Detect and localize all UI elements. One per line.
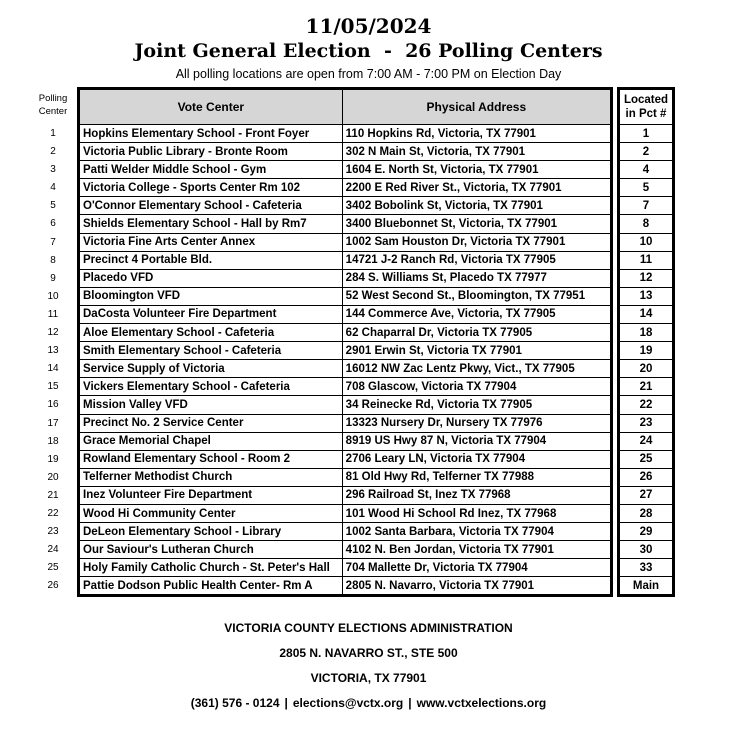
- physical-address: 4102 N. Ben Jordan, Victoria TX 77901: [342, 541, 611, 559]
- precinct-number: 27: [619, 486, 674, 504]
- precinct-row: [619, 504, 674, 522]
- vote-center-name: Victoria Public Library - Bronte Room: [79, 143, 343, 161]
- located-header-line2: in Pct #: [625, 108, 667, 120]
- precinct-number: 12: [619, 269, 674, 287]
- physical-address: 3402 Bobolink St, Victoria, TX 77901: [342, 197, 611, 215]
- physical-address: 52 West Second St., Bloomington, TX 77951: [342, 287, 611, 305]
- precinct-number: 14: [619, 305, 674, 323]
- physical-address: 81 Old Hwy Rd, Telferner TX 77988: [342, 468, 611, 486]
- precinct-table: [617, 87, 675, 597]
- precinct-row: [619, 523, 674, 541]
- vote-center-name: Our Saviour's Lutheran Church: [79, 541, 343, 559]
- located-in-pct-header: [619, 89, 674, 125]
- vote-center-name: O'Connor Elementary School - Cafeteria: [79, 197, 343, 215]
- physical-address: 8919 US Hwy 87 N, Victoria TX 77904: [342, 432, 611, 450]
- table-row: [79, 287, 612, 305]
- vote-center-name: Precinct No. 2 Service Center: [79, 414, 343, 432]
- physical-address: 62 Chaparral Dr, Victoria TX 77905: [342, 324, 611, 342]
- precinct-number: 26: [619, 468, 674, 486]
- precinct-row: [619, 342, 674, 360]
- physical-address: 708 Glascow, Victoria TX 77904: [342, 378, 611, 396]
- table-row: [79, 305, 612, 323]
- polling-center-number: 26: [47, 580, 59, 592]
- polling-center-number: 5: [50, 200, 56, 212]
- table-row: [79, 324, 612, 342]
- physical-address: 2901 Erwin St, Victoria TX 77901: [342, 342, 611, 360]
- physical-address: 704 Mallette Dr, Victoria TX 77904: [342, 559, 611, 577]
- precinct-row: [619, 269, 674, 287]
- physical-address: 14721 J-2 Ranch Rd, Victoria TX 77905: [342, 251, 611, 269]
- vote-center-name: DeLeon Elementary School - Library: [79, 523, 343, 541]
- polling-center-number: 14: [47, 363, 59, 375]
- footer-separator: |: [408, 696, 412, 710]
- polling-center-header-line2: Center: [38, 106, 68, 117]
- precinct-row: [619, 486, 674, 504]
- polling-center-number: 25: [47, 562, 59, 574]
- precinct-row: [619, 360, 674, 378]
- footer-phone: (361) 576 - 0124: [190, 696, 280, 710]
- physical-address: 144 Commerce Ave, Victoria, TX 77905: [342, 305, 611, 323]
- footer-street: 2805 N. NAVARRO ST., STE 500: [279, 646, 458, 660]
- precinct-row: [619, 414, 674, 432]
- footer-separator: |: [284, 696, 288, 710]
- vote-center-name: Shields Elementary School - Hall by Rm7: [79, 215, 343, 233]
- vote-center-name: Vickers Elementary School - Cafeteria: [79, 378, 343, 396]
- precinct-number: 20: [619, 360, 674, 378]
- precinct-number: 33: [619, 559, 674, 577]
- table-row: [79, 486, 612, 504]
- table-row: [79, 577, 612, 596]
- footer-contact: [0, 696, 737, 710]
- physical-address-header: Physical Address: [342, 89, 611, 125]
- precinct-row: [619, 559, 674, 577]
- polling-center-number: 17: [47, 417, 59, 429]
- precinct-row: [619, 305, 674, 323]
- vote-center-name: Hopkins Elementary School - Front Foyer: [79, 125, 343, 143]
- precinct-number: 29: [619, 523, 674, 541]
- precinct-number: 10: [619, 233, 674, 251]
- table-row: [79, 378, 612, 396]
- precinct-row: [619, 161, 674, 179]
- precinct-row: [619, 179, 674, 197]
- physical-address: 296 Railroad St, Inez TX 77968: [342, 486, 611, 504]
- footer-org: VICTORIA COUNTY ELECTIONS ADMINISTRATION: [224, 621, 513, 635]
- hours-subtitle: All polling locations are open from 7:00 AM - 7:00 PM on Election Day: [175, 67, 562, 81]
- table-row: [79, 396, 612, 414]
- vote-center-name: Pattie Dodson Public Health Center- Rm A: [79, 577, 343, 596]
- polling-center-number: 20: [47, 471, 59, 483]
- polling-center-number: 8: [50, 254, 56, 266]
- physical-address: 284 S. Williams St, Placedo TX 77977: [342, 269, 611, 287]
- polling-center-number: 3: [50, 164, 56, 176]
- precinct-number: 18: [619, 324, 674, 342]
- polling-center-number: 2: [50, 146, 56, 158]
- table-row: [79, 468, 612, 486]
- physical-address: 101 Wood Hi School Rd Inez, TX 77968: [342, 504, 611, 522]
- polling-center-number: 23: [47, 526, 59, 538]
- table-row: [79, 559, 612, 577]
- precinct-number: 19: [619, 342, 674, 360]
- precinct-row: [619, 378, 674, 396]
- vote-center-name: Mission Valley VFD: [79, 396, 343, 414]
- polling-center-number: 7: [50, 236, 56, 248]
- located-header-line1: Located: [623, 94, 669, 106]
- physical-address: 16012 NW Zac Lentz Pkwy, Vict., TX 77905: [342, 360, 611, 378]
- precinct-row: [619, 215, 674, 233]
- vote-center-header: Vote Center: [79, 89, 343, 125]
- precinct-number: 21: [619, 378, 674, 396]
- polling-center-number: 12: [47, 327, 59, 339]
- table-row: [79, 342, 612, 360]
- table-row: [79, 233, 612, 251]
- precinct-number: 25: [619, 450, 674, 468]
- polling-center-numbers: [30, 125, 76, 595]
- vote-center-name: Service Supply of Victoria: [79, 360, 343, 378]
- physical-address: 3400 Bluebonnet St, Victoria, TX 77901: [342, 215, 611, 233]
- physical-address: 13323 Nursery Dr, Nursery TX 77976: [342, 414, 611, 432]
- polling-center-number: 13: [47, 345, 59, 357]
- table-row: [79, 125, 612, 143]
- polling-center-header-line1: Polling: [38, 93, 68, 104]
- physical-address: 110 Hopkins Rd, Victoria, TX 77901: [342, 125, 611, 143]
- vote-center-name: Aloe Elementary School - Cafeteria: [79, 324, 343, 342]
- polling-center-number: 9: [50, 272, 56, 284]
- table-row: [79, 215, 612, 233]
- precinct-number: 8: [619, 215, 674, 233]
- vote-center-name: Inez Volunteer Fire Department: [79, 486, 343, 504]
- polling-center-number: 16: [47, 399, 59, 411]
- vote-center-name: DaCosta Volunteer Fire Department: [79, 305, 343, 323]
- polling-center-number: 10: [47, 290, 59, 302]
- polling-center-number: 18: [47, 435, 59, 447]
- precinct-number: 13: [619, 287, 674, 305]
- precinct-row: [619, 125, 674, 143]
- polling-center-number: 21: [47, 489, 59, 501]
- physical-address: 1002 Santa Barbara, Victoria TX 77904: [342, 523, 611, 541]
- physical-address: 302 N Main St, Victoria, TX 77901: [342, 143, 611, 161]
- precinct-number: 4: [619, 161, 674, 179]
- vote-center-name: Smith Elementary School - Cafeteria: [79, 342, 343, 360]
- vote-center-name: Rowland Elementary School - Room 2: [79, 450, 343, 468]
- polling-center-number: 6: [50, 218, 56, 230]
- vote-center-name: Patti Welder Middle School - Gym: [79, 161, 343, 179]
- precinct-row: [619, 468, 674, 486]
- precinct-row: [619, 577, 674, 596]
- election-title: Joint General Election - 26 Polling Centers: [134, 40, 603, 62]
- precinct-number: 1: [619, 125, 674, 143]
- precinct-number: 5: [619, 179, 674, 197]
- precinct-row: [619, 324, 674, 342]
- polling-center-number: 4: [50, 182, 56, 194]
- vote-center-name: Victoria College - Sports Center Rm 102: [79, 179, 343, 197]
- precinct-row: [619, 450, 674, 468]
- vote-center-name: Precinct 4 Portable Bld.: [79, 251, 343, 269]
- precinct-row: [619, 251, 674, 269]
- table-row: [79, 450, 612, 468]
- vote-center-name: Holy Family Catholic Church - St. Peter's Hall: [79, 559, 343, 577]
- vote-center-name: Wood Hi Community Center: [79, 504, 343, 522]
- vote-center-table: [77, 87, 613, 597]
- table-row: [79, 251, 612, 269]
- physical-address: 34 Reinecke Rd, Victoria TX 77905: [342, 396, 611, 414]
- physical-address: 2805 N. Navarro, Victoria TX 77901: [342, 577, 611, 596]
- vote-center-name: Placedo VFD: [79, 269, 343, 287]
- precinct-row: [619, 143, 674, 161]
- polling-center-header: [30, 92, 76, 118]
- polling-center-number: 11: [47, 308, 59, 320]
- physical-address: 2706 Leary LN, Victoria TX 77904: [342, 450, 611, 468]
- precinct-number: Main: [619, 577, 674, 596]
- vote-center-name: Bloomington VFD: [79, 287, 343, 305]
- polling-center-number: 24: [47, 544, 59, 556]
- election-date: 11/05/2024: [305, 14, 432, 38]
- vote-center-name: Grace Memorial Chapel: [79, 432, 343, 450]
- precinct-number: 30: [619, 541, 674, 559]
- footer-city: VICTORIA, TX 77901: [310, 671, 427, 685]
- table-row: [79, 541, 612, 559]
- physical-address: 1002 Sam Houston Dr, Victoria TX 77901: [342, 233, 611, 251]
- table-row: [79, 360, 612, 378]
- table-row: [79, 414, 612, 432]
- vote-center-name: Victoria Fine Arts Center Annex: [79, 233, 343, 251]
- footer-website-link[interactable]: www.vctxelections.org: [416, 696, 547, 710]
- vote-center-name: Telferner Methodist Church: [79, 468, 343, 486]
- table-row: [79, 197, 612, 215]
- table-row: [79, 432, 612, 450]
- physical-address: 2200 E Red River St., Victoria, TX 77901: [342, 179, 611, 197]
- precinct-number: 22: [619, 396, 674, 414]
- precinct-row: [619, 541, 674, 559]
- precinct-row: [619, 233, 674, 251]
- precinct-row: [619, 197, 674, 215]
- table-row: [79, 143, 612, 161]
- polling-center-number: 19: [47, 453, 59, 465]
- table-row: [79, 523, 612, 541]
- precinct-row: [619, 396, 674, 414]
- polling-center-number: 15: [47, 381, 59, 393]
- polling-center-number: 22: [47, 507, 59, 519]
- precinct-number: 28: [619, 504, 674, 522]
- physical-address: 1604 E. North St, Victoria, TX 77901: [342, 161, 611, 179]
- precinct-number: 23: [619, 414, 674, 432]
- table-row: [79, 504, 612, 522]
- precinct-number: 24: [619, 432, 674, 450]
- precinct-number: 11: [619, 251, 674, 269]
- table-row: [79, 161, 612, 179]
- footer-email-link[interactable]: elections@vctx.org: [292, 696, 404, 710]
- precinct-number: 7: [619, 197, 674, 215]
- precinct-row: [619, 432, 674, 450]
- precinct-number: 2: [619, 143, 674, 161]
- table-row: [79, 269, 612, 287]
- table-row: [79, 179, 612, 197]
- precinct-row: [619, 287, 674, 305]
- polling-center-number: 1: [50, 128, 56, 139]
